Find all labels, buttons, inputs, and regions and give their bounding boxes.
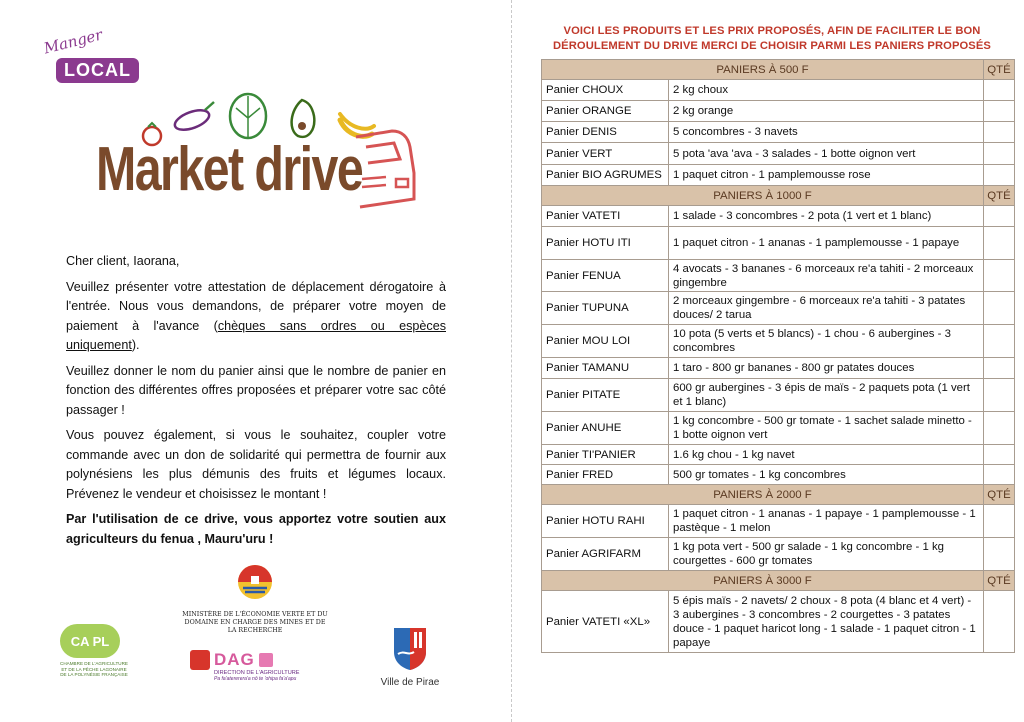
section-title: PANIERS À 3000 F [542,571,984,591]
market-drive-title: Market drive [96,135,363,204]
basket-name: Panier VATETI [542,206,669,227]
polynesia-seal-icon [237,562,273,602]
quantity-cell[interactable] [984,80,1015,101]
table-row [542,122,1015,143]
paragraph-donation: Vous pouvez également, si vous le souhaitez, coupler votre commande avec un don de solidarité qui permettra de fournir aux polynésiens les plus démunis des fruits et légumes locaux. Prévenez le vendeur et choisissez le montant ! [66,428,446,501]
table-row [542,260,1015,292]
table-row [542,101,1015,122]
logo-local-text: LOCAL [56,58,139,83]
dag-letters: DAG [214,650,255,669]
car-icon [352,125,418,215]
qte-header: QTÉ [984,571,1015,591]
section-header [542,571,1015,591]
caopl-logo [60,624,130,688]
ministry-logo [180,562,330,635]
qte-header: QTÉ [984,186,1015,206]
quantity-cell[interactable] [984,260,1015,292]
quantity-cell[interactable] [984,143,1015,165]
basket-name: Panier BIO AGRUMES [542,165,669,186]
table-row [542,591,1015,653]
products-header-line1: VOICI LES PRODUITS ET LES PRIX PROPOSÉS, AFIN DE FACILITER LE BON [563,25,981,37]
greeting: Cher client, Iaorana, [66,254,180,268]
page-fold-divider [511,0,512,722]
quantity-cell[interactable] [984,465,1015,485]
section-title: PANIERS À 2000 F [542,485,984,505]
table-row [542,465,1015,485]
quantity-cell[interactable] [984,412,1015,445]
paragraph-thanks: Par l'utilisation de ce drive, vous apportez votre soutien aux agriculteurs du fenua , Mauru'uru ! [66,512,446,546]
basket-name: Panier ORANGE [542,101,669,122]
pirae-crest-icon [390,624,430,672]
table-row [542,379,1015,412]
paragraph-basket: Veuillez donner le nom du panier ainsi que le nombre de panier en fonction des différentes offres proposées et préparer votre sac côté passager ! [66,363,446,417]
quantity-cell[interactable] [984,591,1015,653]
basket-content: 500 gr tomates - 1 kg concombres [669,465,984,485]
basket-name: Panier ANUHE [542,412,669,445]
basket-name: Panier TAMANU [542,358,669,379]
basket-name: Panier CHOUX [542,80,669,101]
basket-content: 10 pota (5 verts et 5 blancs) - 1 chou - 6 aubergines - 3 concombres [669,325,984,358]
basket-name: Panier AGRIFARM [542,538,669,571]
quantity-cell[interactable] [984,538,1015,571]
products-header [520,24,1024,54]
table-row [542,505,1015,538]
quantity-cell[interactable] [984,445,1015,465]
quantity-cell[interactable] [984,227,1015,260]
dag-subtitle: DIRECTION DE L'AGRICULTURE [214,670,300,676]
quantity-cell[interactable] [984,122,1015,143]
basket-content: 600 gr aubergines - 3 épis de maïs - 2 paquets pota (1 vert et 1 blanc) [669,379,984,412]
basket-content: 2 kg choux [669,80,984,101]
basket-content: 2 kg orange [669,101,984,122]
table-row [542,412,1015,445]
table-row [542,325,1015,358]
basket-content: 1 kg pota vert - 500 gr salade - 1 kg concombre - 1 kg courgettes - 600 gr tomates [669,538,984,571]
basket-content: 5 concombres - 3 navets [669,122,984,143]
basket-content: 1 salade - 3 concombres - 2 pota (1 vert et 1 blanc) [669,206,984,227]
paragraph-payment: Veuillez présenter votre attestation de déplacement dérogatoire à l'entrée. Nous vous demandons, de préparer votre moyen de paiement à l'avance (chèques sans ordres ou espèces uniquement). [66,279,446,352]
products-header-line2: DÉROULEMENT DU DRIVE MERCI DE CHOISIR PARMI LES PANIERS PROPOSÉS [553,40,991,52]
table-row [542,143,1015,165]
table-row [542,80,1015,101]
letter-text [66,252,446,555]
quantity-cell[interactable] [984,325,1015,358]
baskets-table [541,59,1015,653]
dag-subtitle-tahitian: Pa fa'atererera'a nō te 'ohipa fa'a'apu [214,676,297,682]
quantity-cell[interactable] [984,505,1015,538]
basket-content: 1 taro - 800 gr bananes - 800 gr patates douces [669,358,984,379]
basket-content: 1.6 kg chou - 1 kg navet [669,445,984,465]
table-row [542,227,1015,260]
dag-logo [190,650,320,690]
flower-icon [259,653,273,667]
basket-name: Panier TUPUNA [542,292,669,325]
basket-content: 4 avocats - 3 bananes - 6 morceaux re'a tahiti - 2 morceaux gingembre [669,260,984,292]
basket-name: Panier HOTU ITI [542,227,669,260]
basket-name: Panier FRED [542,465,669,485]
basket-content: 1 kg concombre - 500 gr tomate - 1 sachet salade minetto - 1 botte oignon vert [669,412,984,445]
section-title: PANIERS À 500 F [542,60,984,80]
basket-name: Panier VATETI «XL» [542,591,669,653]
section-header [542,60,1015,80]
basket-name: Panier FENUA [542,260,669,292]
basket-content: 5 épis maïs - 2 navets/ 2 choux - 8 pota (4 blanc et 4 vert) - 3 aubergines - 3 concombres - 2 courgettes - 3 patates douce - 1 paquet haricot long - 1 salade - 1 paquet citron - 1 papaye [669,591,984,653]
basket-name: Panier DENIS [542,122,669,143]
table-row [542,538,1015,571]
table-row [542,445,1015,465]
basket-content: 5 pota 'ava 'ava - 3 salades - 1 botte oignon vert [669,143,984,165]
manger-local-logo [42,25,131,94]
pirae-logo [380,624,440,688]
basket-content: 2 morceaux gingembre - 6 morceaux re'a tahiti - 3 patates douces/ 2 tarua [669,292,984,325]
basket-content: 1 paquet citron - 1 ananas - 1 pamplemousse - 1 papaye [669,227,984,260]
basket-name: Panier VERT [542,143,669,165]
quantity-cell[interactable] [984,358,1015,379]
basket-name: Panier HOTU RAHI [542,505,669,538]
quantity-cell[interactable] [984,379,1015,412]
section-header [542,186,1015,206]
qte-header: QTÉ [984,485,1015,505]
quantity-cell[interactable] [984,165,1015,186]
table-row [542,292,1015,325]
basket-content: 1 paquet citron - 1 ananas - 1 papaye - 1 pamplemousse - 1 pastèque - 1 melon [669,505,984,538]
right-page [520,0,1024,722]
basket-name: Panier PITATE [542,379,669,412]
quantity-cell[interactable] [984,292,1015,325]
table-row [542,206,1015,227]
ministry-name: MINISTÈRE DE L'ÉCONOMIE VERTE ET DU DOMAINE EN CHARGE DES MINES ET DE LA RECHERCHE [182,611,328,634]
dag-seal-icon [190,650,210,670]
section-title: PANIERS À 1000 F [542,186,984,206]
basket-content: 1 paquet citron - 1 pamplemousse rose [669,165,984,186]
caopl-subtitle: CHAMBRE DE L'AGRICULTURE ET DE LA PÊCHE LAGONAIRE DE LA POLYNÉSIE FRANÇAISE [60,661,128,678]
quantity-cell[interactable] [984,101,1015,122]
qte-header: QTÉ [984,60,1015,80]
table-row [542,165,1015,186]
left-page [0,0,510,722]
logo-manger-text: Manger [42,25,105,58]
quantity-cell[interactable] [984,206,1015,227]
pirae-label: Ville de Pirae [380,677,440,688]
basket-name: Panier TI'PANIER [542,445,669,465]
basket-name: Panier MOU LOI [542,325,669,358]
caopl-badge: CA PL [60,624,120,658]
table-row [542,358,1015,379]
section-header [542,485,1015,505]
